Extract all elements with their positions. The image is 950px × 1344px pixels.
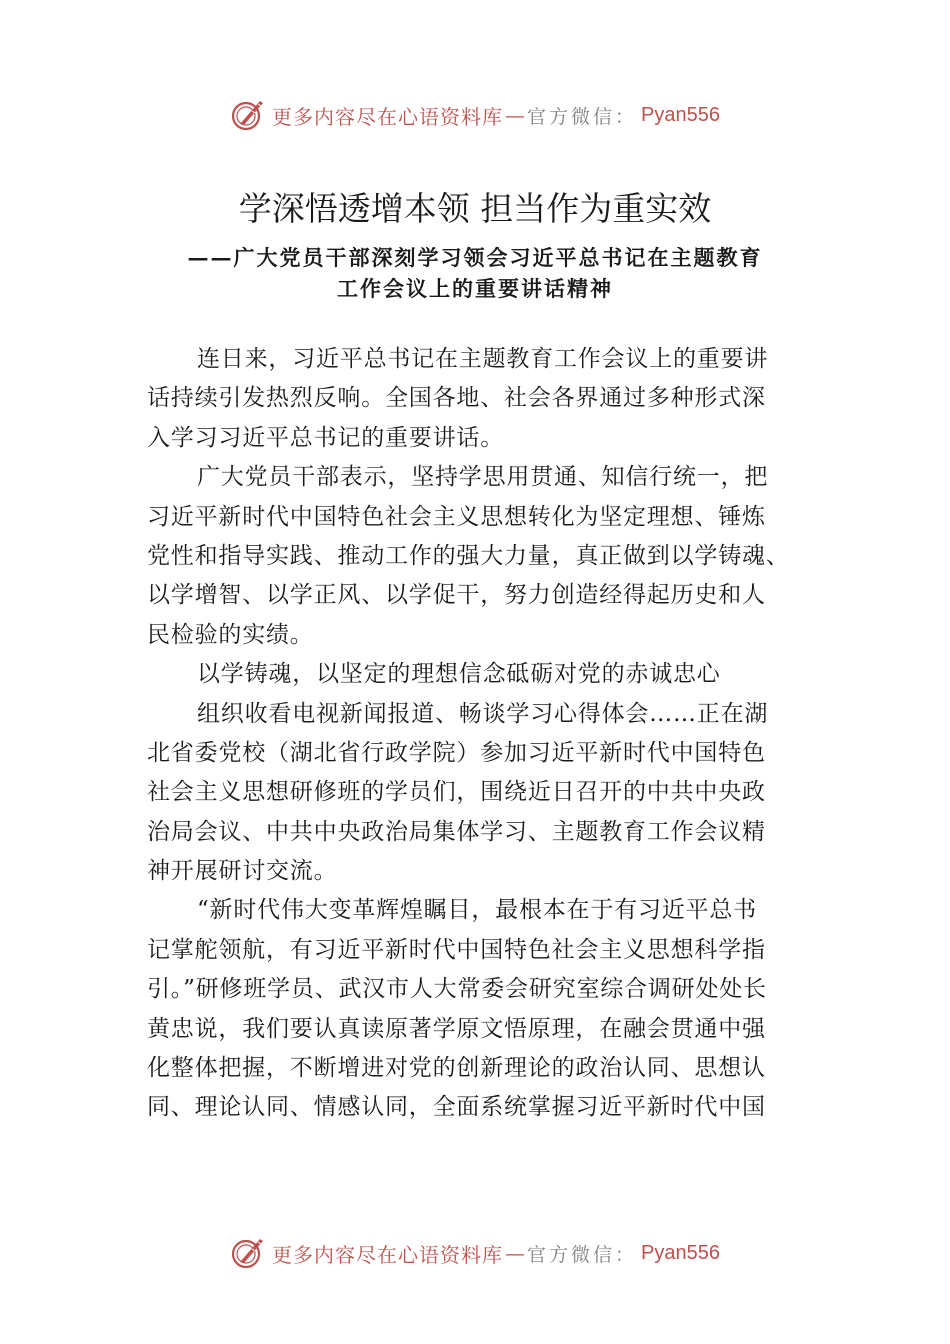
footer-banner xyxy=(0,1231,950,1275)
quill-pen-logo-icon xyxy=(230,1235,266,1271)
body-line: “新时代伟大变革辉煌瞩目，最根本在于有习近平总书 xyxy=(197,897,757,924)
section-heading: 以学铸魂，以坚定的理想信念砥砺对党的赤诚忠心 xyxy=(197,661,721,688)
body-line: 记掌舵领航，有习近平新时代中国特色社会主义思想科学指 xyxy=(147,936,766,963)
body-line: 以学增智、以学正风、以学促干，努力创造经得起历史和人 xyxy=(147,582,766,609)
banner-official-label: 官方微信： xyxy=(527,105,638,128)
banner-dash: — xyxy=(505,1241,525,1265)
body-line: 北省委党校（湖北省行政学院）参加习近平新时代中国特色 xyxy=(147,739,766,766)
body-line: 化整体把握，不断增进对党的创新理论的政治认同、思想认 xyxy=(147,1055,766,1082)
document-subtitle-line-2: 工作会议上的重要讲话精神 xyxy=(337,276,613,301)
document-title: 学深悟透增本领 担当作为重实效 xyxy=(238,189,712,228)
body-line: 引。”研修班学员、武汉市人大常委会研究室综合调研处处长 xyxy=(147,976,767,1003)
banner-official-label: 官方微信： xyxy=(527,1243,638,1266)
body-line: 广大党员干部表示，坚持学思用贯通、知信行统一，把 xyxy=(197,464,769,491)
body-line: 入学习习近平总书记的重要讲话。 xyxy=(147,424,504,451)
body-line: 习近平新时代中国特色社会主义思想转化为坚定理想、锤炼 xyxy=(147,503,766,530)
banner-wechat-id: Pyan556 xyxy=(641,103,720,126)
body-line: 连日来，习近平总书记在主题教育工作会议上的重要讲 xyxy=(197,346,769,372)
document-subtitle-line-1: ——广大党员干部深刻学习领会习近平总书记在主题教育 xyxy=(187,245,763,270)
body-line: 民检验的实绩。 xyxy=(147,621,314,648)
body-line: 话持续引发热烈反响。全国各地、社会各界通过多种形式深 xyxy=(147,385,766,412)
banner-dash: — xyxy=(505,103,525,127)
body-line: 党性和指导实践、推动工作的强大力量，真正做到以学铸魂、 xyxy=(147,542,790,569)
body-line: 神开展研讨交流。 xyxy=(147,858,338,885)
body-line: 社会主义思想研修班的学员们，围绕近日召开的中共中央政 xyxy=(147,779,766,806)
banner-wechat-id: Pyan556 xyxy=(641,1241,720,1264)
body-line: 同、理论认同、情感认同，全面系统掌握习近平新时代中国 xyxy=(147,1094,766,1121)
header-banner xyxy=(0,93,950,137)
body-line: 治局会议、中共中央政治局集体学习、主题教育工作会议精 xyxy=(147,818,766,845)
body-line: 组织收看电视新闻报道、畅谈学习心得体会……正在湖 xyxy=(197,700,769,727)
banner-text: 更多内容尽在心语资料库 xyxy=(272,1242,503,1267)
body-line: 黄忠说，我们要认真读原著学原文悟原理，在融会贯通中强 xyxy=(147,1015,766,1042)
banner-text: 更多内容尽在心语资料库 xyxy=(272,104,503,129)
quill-pen-logo-icon xyxy=(230,97,266,133)
document-body xyxy=(147,340,807,1128)
